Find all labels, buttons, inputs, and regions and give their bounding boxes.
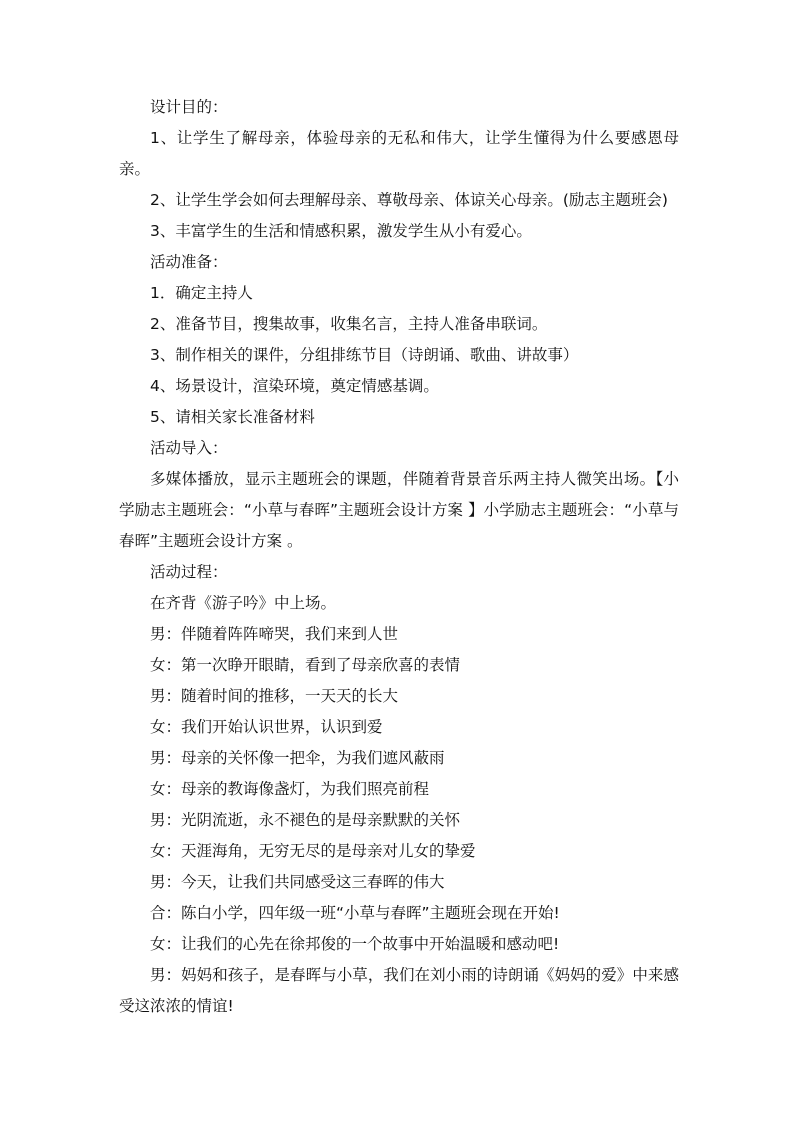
dialogue-line-12: 男：妈妈和孩子，是春晖与小草，我们在刘小雨的诗朗诵《妈妈的爱》中来感受这浓浓的情谊!	[119, 966, 679, 1015]
paragraph-prep-5: 5、请相关家长准备材料	[150, 408, 315, 426]
dialogue-line-7: 男：光阴流逝，永不褪色的是母亲默默的关怀	[150, 811, 461, 829]
paragraph-prep-3: 3、制作相关的课件，分组排练节目（诗朗诵、歌曲、讲故事）	[150, 346, 579, 364]
paragraph-introduction: 多媒体播放，显示主题班会的课题，伴随着背景音乐两主持人微笑出场。【小学励志主题班会：“小草与春晖”主题班会设计方案 】小学励志主题班会：“小草与春晖”主题班会设计方案 。	[119, 470, 679, 550]
dialogue-line-2: 女：第一次睁开眼睛，看到了母亲欣喜的表情	[150, 656, 461, 674]
paragraph-goal-2: 2、让学生学会如何去理解母亲、尊敬母亲、体谅关心母亲。(励志主题班会)	[150, 191, 668, 209]
section-heading-introduction: 活动导入：	[150, 439, 228, 457]
paragraph-prep-2: 2、准备节目，搜集故事，收集名言，主持人准备串联词。	[150, 315, 548, 333]
dialogue-line-8: 女：天涯海角，无穷无尽的是母亲对儿女的挚爱	[150, 842, 476, 860]
dialogue-line-3: 男：随着时间的推移，一天天的长大	[150, 687, 399, 705]
paragraph-goal-3: 3、丰富学生的生活和情感积累，激发学生从小有爱心。	[150, 222, 532, 240]
dialogue-line-9: 男：今天，让我们共同感受这三春晖的伟大	[150, 873, 445, 891]
dialogue-line-1: 男：伴随着阵阵啼哭，我们来到人世	[150, 625, 399, 643]
dialogue-line-11: 女：让我们的心先在徐邦俊的一个故事中开始温暖和感动吧!	[150, 935, 560, 953]
dialogue-line-6: 女：母亲的教诲像盏灯，为我们照亮前程	[150, 780, 430, 798]
dialogue-line-10: 合：陈白小学，四年级一班“小草与春晖”主题班会现在开始!	[150, 904, 560, 922]
paragraph-prep-4: 4、场景设计，渲染环境，奠定情感基调。	[150, 377, 439, 395]
dialogue-line-4: 女：我们开始认识世界，认识到爱	[150, 718, 383, 736]
paragraph-process-1: 在齐背《游子吟》中上场。	[150, 594, 337, 612]
section-heading-process: 活动过程：	[150, 563, 228, 581]
section-heading-preparation: 活动准备：	[150, 253, 228, 271]
paragraph-prep-1: 1．确定主持人	[150, 284, 253, 302]
document-body	[119, 92, 679, 1022]
section-heading-design-goals: 设计目的：	[150, 98, 228, 116]
paragraph-goal-1: 1、让学生了解母亲，体验母亲的无私和伟大，让学生懂得为什么要感恩母亲。	[119, 129, 679, 178]
dialogue-line-5: 男：母亲的关怀像一把伞，为我们遮风蔽雨	[150, 749, 445, 767]
